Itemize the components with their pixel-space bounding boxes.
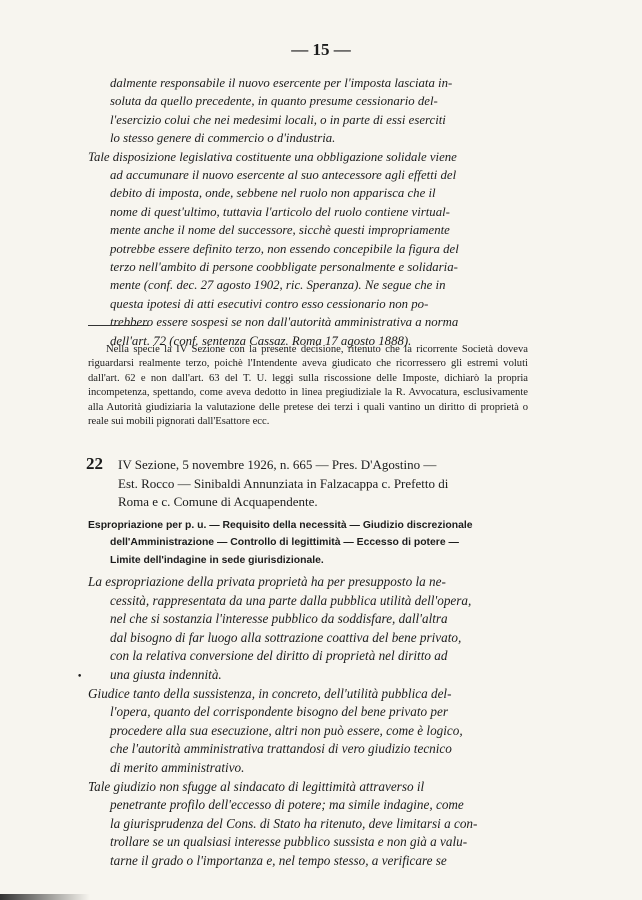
keywords-line: Limite dell'indagine in sede giurisdizionale. xyxy=(110,554,324,566)
text-line: Giudice tanto della sussistenza, in concreto, dell'utilità pubblica del- xyxy=(88,685,452,701)
text-line: La espropriazione della privata proprietà ha per presupposto la ne- xyxy=(88,574,446,589)
text-line: tarne il grado o l'importanza e, nel tempo stesso, a verificare se xyxy=(110,852,447,868)
text-line: mente anche il nome del successore, sicchè questi impropriamente xyxy=(110,223,450,238)
text-line: nel che si sostanzia l'interesse pubblico da soddisfare, dall'altra xyxy=(110,611,448,627)
text-line: soluta da quello precedente, in quanto presume cessionario del- xyxy=(110,94,438,109)
text-line: mente (conf. dec. 27 agosto 1902, ric. Speranza). Ne segue che in xyxy=(110,278,446,293)
text-line: cessità, rappresentata da una parte dalla pubblica utilità dell'opera, xyxy=(110,592,472,608)
text-line: debito di imposta, onde, sebbene nel ruolo non apparisca che il xyxy=(110,186,436,201)
case-header xyxy=(88,456,530,512)
maxim-continuation xyxy=(88,74,528,148)
maxim-top xyxy=(88,74,528,350)
text-line: potrebbe essere definito terzo, non essendo concepibile la figura del xyxy=(110,241,459,256)
margin-mark: • xyxy=(77,672,83,682)
text-line: Tale disposizione legislativa costituente una obbligazione solidale viene xyxy=(88,149,457,164)
footnote-divider xyxy=(88,325,148,326)
text-line: che l'autorità amministrativa trattandosi di vero giudizio tecnico xyxy=(110,741,452,757)
case-line-parties: Est. Rocco — Sinibaldi Annunziata in Falzacappa c. Prefetto di xyxy=(118,475,449,491)
text-line: l'opera, quanto del corrispondente bisogno del bene privato per xyxy=(110,704,448,720)
keywords-line: Espropriazione per p. u. — Requisito della necessità — Giudizio discrezionale xyxy=(88,520,473,531)
text-line: questa ipotesi di atti esecutivi contro esso cessionario non po- xyxy=(110,296,429,311)
text-line: procedere alla sua esecuzione, altri non può essere, come è logico, xyxy=(110,722,463,738)
maxim-paragraph xyxy=(88,573,528,685)
maxim-paragraph xyxy=(88,685,528,778)
text-line: con la relativa conversione del diritto di proprietà nel diritto ad xyxy=(110,648,448,664)
subject-keywords xyxy=(88,517,530,569)
text-line: lo stesso genere di commercio o d'industria. xyxy=(110,131,336,146)
text-line: trebbero essere sospesi se non dall'autorità amministrativa a norma xyxy=(110,315,459,330)
text-line: una giusta indennità. xyxy=(110,666,222,682)
case-line-court: IV Sezione, 5 novembre 1926, n. 665 — Pres. D'Agostino — xyxy=(118,457,437,472)
maxim-paragraph xyxy=(88,778,528,871)
text-line: la giurisprudenza del Cons. di Stato ha ritenuto, deve limitarsi a con- xyxy=(110,815,478,831)
page-number: — 15 — xyxy=(291,40,351,59)
text-line: terzo nell'ambito di persone coobbligate personalmente e solidaria- xyxy=(110,260,458,275)
text-line: Tale giudizio non sfugge al sindacato di legittimità attraverso il xyxy=(88,778,425,794)
text-line: nome di quest'ultimo, tuttavia l'articolo del ruolo contiene virtual- xyxy=(110,204,450,219)
case-number: 22 xyxy=(86,454,103,473)
text-line: dalmente responsabile il nuovo esercente per l'imposta lasciata in- xyxy=(110,76,453,90)
maxim-paragraph xyxy=(88,148,528,350)
case-line-parties-end: Roma e c. Comune di Acquapendente. xyxy=(118,494,318,510)
text-line: dell'art. 72 (conf. sentenza Cassaz. Roma 17 agosto 1888). xyxy=(110,333,412,348)
text-line: ad accumunare il nuovo esercente al suo antecessore agli effetti del xyxy=(110,168,457,183)
scan-edge-mark xyxy=(0,894,90,900)
text-line: di merito amministrativo. xyxy=(110,759,245,775)
text-line: dal bisogno di far luogo alla sottrazione coattiva del bene privato, xyxy=(110,629,462,645)
keywords-line: dell'Amministrazione — Controllo di legittimità — Eccesso di potere — xyxy=(110,537,459,549)
text-line: trollare se un qualsiasi interesse pubblico sussista e non già a valu- xyxy=(110,834,468,850)
maxim-bottom xyxy=(88,573,528,871)
text-line: l'esercizio colui che nei medesimi locali, o in parte di essi eserciti xyxy=(110,112,446,127)
text-line: penetrante profilo dell'eccesso di potere; ma simile indagine, come xyxy=(110,797,464,813)
editorial-note: Nella specie la IV Sezione con la presente decisione, ritenuto che la ricorrente Società doveva riguardarsi realmente terzo, poichè l'Intendente aveva giudicato che ricorressero gli estremi voluti dall'art. 62 e non dall'art. 63 del T. U. leggi sulla riscossione delle Imposte, dichiarò la propria incompetenza, spettando, come aveva dedotto in linea pregiudiziale la R. Avvocatura, esclusivamente alla Autorità giudiziaria la valutazione delle pretese dei terzi i quali vantino un diritto di proprietà o reale sui mobili pignorati dall'Esattore ecc. xyxy=(88,344,528,428)
